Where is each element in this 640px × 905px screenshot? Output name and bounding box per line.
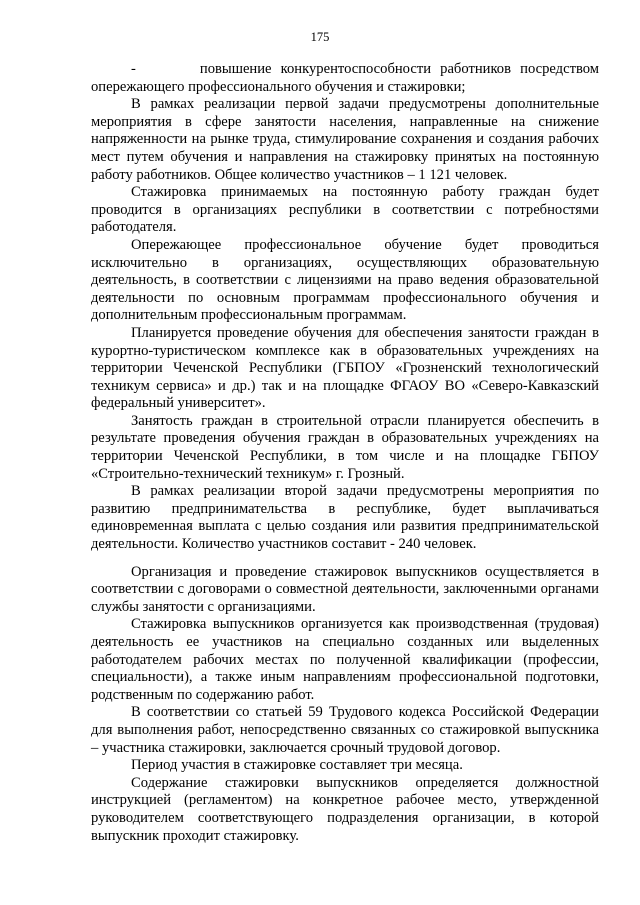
- paragraph-8: Организация и проведение стажировок выпускников осуществляется в соответствии с договорами о совместной деятельности, заключенными органами службы занятости с организациями.: [91, 563, 599, 615]
- paragraph-9: Стажировка выпускников организуется как производственная (трудовая) деятельность ее участников на специально созданных или выделенных работодателем рабочих местах по полученной квалификации (профессии, специальности), а также иным направлениям профессиональной подготовки, родственным по содержанию работ.: [91, 616, 599, 703]
- paragraph-1: - повышение конкурентоспособности работников посредством опережающего профессионального обучения и стажировки;: [91, 61, 599, 95]
- paragraph-4: Опережающее профессиональное обучение будет проводиться исключительно в организациях, осуществляющих образовательную деятельность, в соответствии с лицензиями на право ведения образовательной деятельности по основным программам профессионального обучения и дополнительным профессиональным программам.: [91, 236, 599, 324]
- paragraph-11: Период участия в стажировке составляет три месяца.: [131, 757, 463, 774]
- paragraph-6: Занятость граждан в строительной отрасли планируется обеспечить в результате проведения обучения граждан в образовательных учреждениях на территории Чеченской Республики, в том числе и на площадке ГБПОУ «Строительно-технический техникум» г. Грозный.: [91, 412, 599, 482]
- page-number: 175: [310, 30, 330, 44]
- paragraph-2: В рамках реализации первой задачи предусмотрены дополнительные мероприятия в сфере занятости населения, направленные на снижение напряженности на рынке труда, стимулирование сохранения и создания рабочих мест путем обучения и направления на стажировку принятых на постоянную работу работников. Общее количество участников – 1 121 человек.: [91, 96, 599, 183]
- paragraph-3: Стажировка принимаемых на постоянную работу граждан будет проводится в организациях республики в соответствии с потребностями работодателя.: [91, 184, 599, 236]
- paragraph-5: Планируется проведение обучения для обеспечения занятости граждан в курортно-туристическом комплексе как в образовательных учреждениях на территории Чеченской Республики (ГБПОУ «Грозненский технологический техникум сервиса» и др.) так и на площадке ФГАОУ ВО «Северо-Кавказский федеральный университет».: [91, 324, 599, 412]
- document-body: [91, 61, 599, 845]
- paragraph-12: Содержание стажировки выпускников определяется должностной инструкцией (регламентом) на конкретное рабочее место, утвержденной руководителем соответствующего подразделения организации, в которой выпускник проходит стажировку.: [91, 774, 599, 844]
- paragraph-10: В соответствии со статьей 59 Трудового кодекса Российской Федерации для выполнения работ, непосредственно связанных со стажировкой выпускника – участника стажировки, заключается срочный трудовой договор.: [91, 704, 599, 756]
- paragraph-7: В рамках реализации второй задачи предусмотрены мероприятия по развитию предпринимательства в республике, будет выплачиваться единовременная выплата с целью создания или развития предпринимательской деятельности. Количество участников составит - 240 человек.: [91, 483, 599, 553]
